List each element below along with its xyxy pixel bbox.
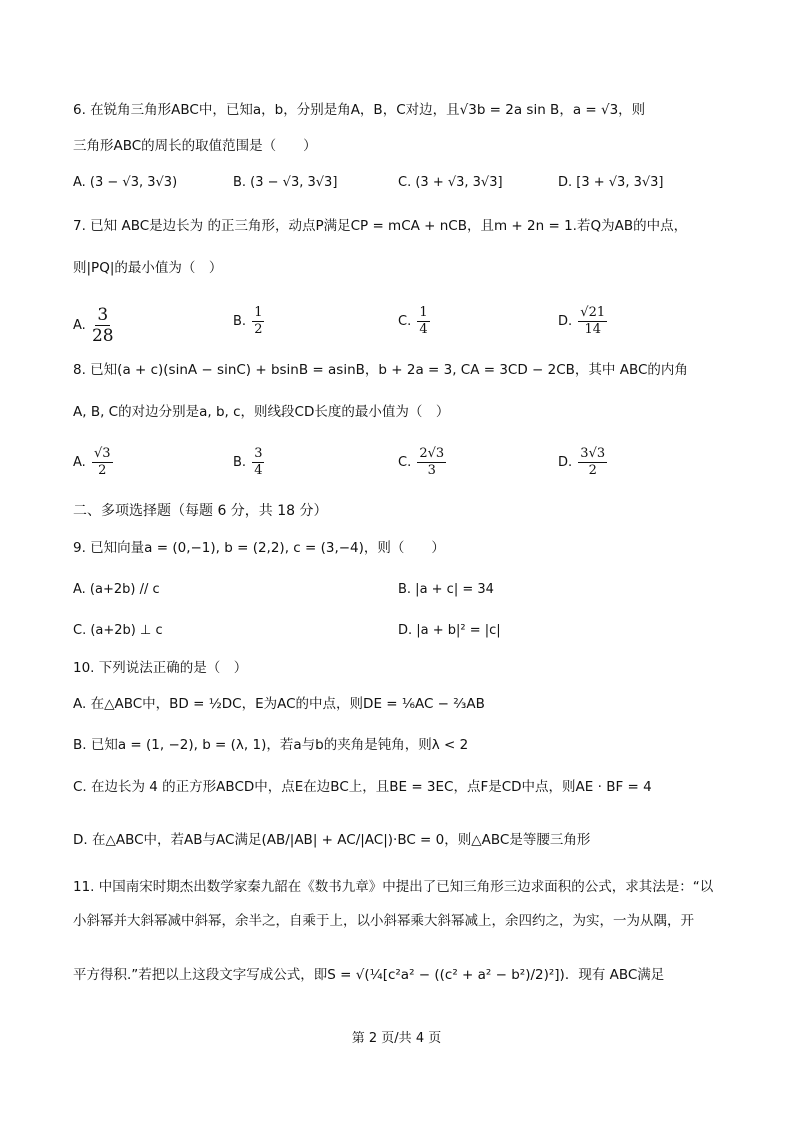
q9-option-b: B. |a + c| = 34 (398, 582, 494, 597)
q7-line1: 7. 已知 ABC是边长为 的正三角形，动点P满足CP = mCA + nCB，且m + 2n = 1.若Q为AB的中点， (73, 218, 688, 234)
q6-option-d: D. [3 + √3, 3√3] (558, 175, 664, 190)
q7-option-b: B. $\frac{1}{2}$ (233, 305, 263, 337)
q9-option-c: C. (a+2b) ⊥ c (73, 623, 163, 638)
q8-option-d: D. $\frac{3√3}{2}$ (558, 446, 606, 478)
q8-line1: 8. 已知(a + c)(sinA − sinC) + bsinB = asinB，b + 2a = 3, CA = 3CD − 2CB，其中 ABC的内角 (73, 362, 688, 378)
q11-line2: 小斜幂并大斜幂减中斜幂，余半之，自乘于上，以小斜幂乘大斜幂减上，余四约之，为实，一为从隅，开 (73, 913, 694, 929)
q6-line1: 6. 在锐角三角形ABC中，已知a，b，分别是角A，B，C对边，且√3b = 2a sin B，a = √3，则 (73, 102, 646, 118)
q7-option-c: C. $\frac{1}{4}$ (398, 305, 428, 337)
q9-option-d: D. |a + b|² = |c| (398, 623, 501, 638)
q9-line1: 9. 已知向量a = (0,−1), b = (2,2), c = (3,−4)，则（ ） (73, 540, 445, 556)
q7-line2: 则|PQ|的最小值为（ ） (73, 260, 223, 276)
q8-option-c: C. $\frac{2√3}{3}$ (398, 446, 445, 478)
q8-option-a: A. $\frac{√3}{2}$ (73, 446, 111, 478)
q11-line3: 平方得积.”若把以上这段文字写成公式，即S = √(¼[c²a² − ((c² + a² − b²)/2)²])．现有 ABC满足 (73, 967, 665, 983)
q10-option-d: D. 在△ABC中，若AB与AC满足(AB/|AB| + AC/|AC|)·BC = 0，则△ABC是等腰三角形 (73, 832, 591, 848)
q10-option-b: B. 已知a = (1, −2), b = (λ, 1)，若a与b的夹角是钝角，则λ < 2 (73, 737, 469, 753)
q7-option-a: A. $\frac{3}{28}$ (73, 305, 114, 346)
q6-option-b: B. (3 − √3, 3√3] (233, 175, 338, 190)
q7-option-d: D. $\frac{√21}{14}$ (558, 305, 606, 337)
page-footer: 第 2 页/共 4 页 (351, 1031, 442, 1046)
q6-option-c: C. (3 + √3, 3√3] (398, 175, 503, 190)
q10-line1: 10. 下列说法正确的是（ ） (73, 660, 248, 676)
q8-line2: A, B, C的对边分别是a, b, c，则线段CD长度的最小值为（ ） (73, 404, 450, 420)
q10-option-c: C. 在边长为 4 的正方形ABCD中，点E在边BC上，且BE = 3EC，点F是CD中点，则AE · BF = 4 (73, 779, 652, 795)
q9-option-a: A. (a+2b) // c (73, 582, 160, 597)
section-heading-multiple-choice: 二、多项选择题（每题 6 分，共 18 分） (73, 503, 328, 519)
q6-option-a: A. (3 − √3, 3√3) (73, 175, 178, 190)
q8-option-b: B. $\frac{3}{4}$ (233, 446, 263, 478)
q10-option-a: A. 在△ABC中，BD = ½DC，E为AC的中点，则DE = ⅙AC − ⅔AB (73, 696, 485, 712)
q11-line1: 11. 中国南宋时期杰出数学家秦九韶在《数书九章》中提出了已知三角形三边求面积的公式，求其法是：“以 (73, 879, 714, 895)
q6-line2: 三角形ABC的周长的取值范围是（ ） (73, 138, 317, 154)
